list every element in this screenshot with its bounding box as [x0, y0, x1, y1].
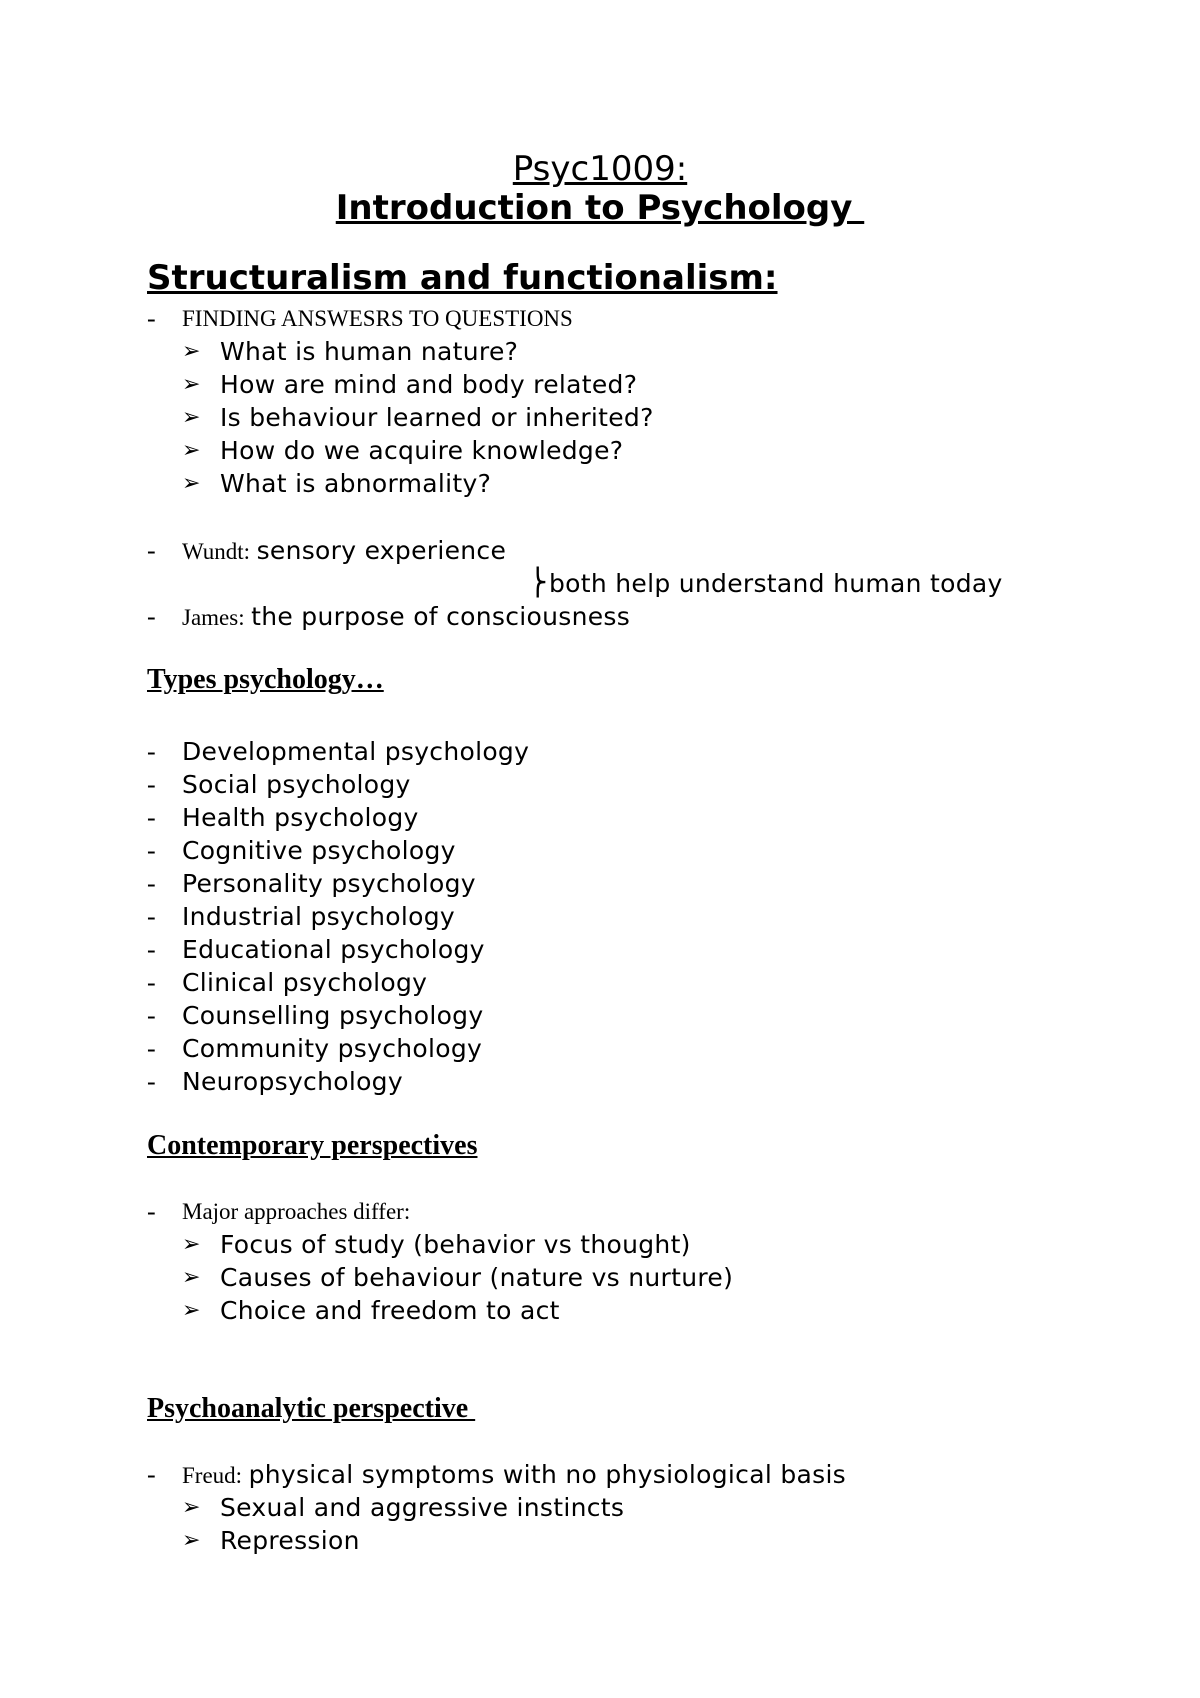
type-item: Educational psychology [182, 935, 485, 964]
dash-bullet: - [147, 1197, 156, 1226]
dash-bullet: - [147, 869, 156, 898]
type-item: Social psychology [182, 770, 411, 799]
type-item: Developmental psychology [182, 737, 530, 766]
structuralism-lead: FINDING ANSWESRS TO QUESTIONS [182, 306, 573, 331]
brace-icon: ⎬ [528, 568, 548, 598]
arrow-bullet-icon: ➢ [182, 1528, 201, 1553]
arrow-bullet-icon: ➢ [182, 438, 201, 463]
dash-bullet: - [147, 737, 156, 766]
arrow-bullet-icon: ➢ [182, 372, 201, 397]
arrow-bullet-icon: ➢ [182, 1495, 201, 1520]
arrow-bullet-icon: ➢ [182, 339, 201, 364]
dash-bullet: - [147, 968, 156, 997]
type-item: Industrial psychology [182, 902, 455, 931]
dash-bullet: - [147, 902, 156, 931]
question-text: How are mind and body related? [220, 370, 638, 399]
dash-bullet: - [147, 1460, 156, 1489]
dash-bullet: - [147, 935, 156, 964]
dash-bullet: - [147, 1034, 156, 1063]
dash-bullet: - [147, 304, 156, 333]
dash-bullet: - [147, 536, 156, 565]
heading-structuralism: Structuralism and functionalism: [147, 258, 778, 298]
dash-bullet: - [147, 803, 156, 832]
dash-bullet: - [147, 1001, 156, 1030]
dash-bullet: - [147, 836, 156, 865]
heading-types: Types psychology… [147, 664, 384, 695]
type-item: Neuropsychology [182, 1067, 403, 1096]
contemporary-lead: Major approaches differ: [182, 1199, 411, 1224]
type-item: Counselling psychology [182, 1001, 484, 1030]
approach-text: Choice and freedom to act [220, 1296, 560, 1325]
freud-name: Freud: [182, 1463, 243, 1488]
freud-text: physical symptoms with no physiological basis [248, 1460, 847, 1489]
type-item: Health psychology [182, 803, 419, 832]
arrow-bullet-icon: ➢ [182, 1232, 201, 1257]
dash-bullet: - [147, 1067, 156, 1096]
question-text: How do we acquire knowledge? [220, 436, 624, 465]
question-text: What is human nature? [220, 337, 519, 366]
approach-text: Causes of behaviour (nature vs nurture) [220, 1263, 734, 1292]
type-item: Personality psychology [182, 869, 476, 898]
freud-item: Repression [220, 1526, 360, 1555]
course-title: Introduction to Psychology [335, 188, 865, 228]
freud-item: Sexual and aggressive instincts [220, 1493, 625, 1522]
james-text: the purpose of consciousness [251, 602, 631, 631]
brace-note-text: both help understand human today [549, 569, 1003, 598]
dash-bullet: - [147, 602, 156, 631]
arrow-bullet-icon: ➢ [182, 471, 201, 496]
question-text: Is behaviour learned or inherited? [220, 403, 654, 432]
james-name: James: [182, 605, 245, 630]
arrow-bullet-icon: ➢ [182, 1265, 201, 1290]
type-item: Clinical psychology [182, 968, 428, 997]
type-item: Cognitive psychology [182, 836, 456, 865]
heading-psychoanalytic: Psychoanalytic perspective [147, 1393, 476, 1424]
heading-contemporary: Contemporary perspectives [147, 1130, 478, 1161]
dash-bullet: - [147, 770, 156, 799]
question-text: What is abnormality? [220, 469, 492, 498]
arrow-bullet-icon: ➢ [182, 1298, 201, 1323]
wundt-text: sensory experience [256, 536, 507, 565]
course-code: Psyc1009: [512, 149, 688, 189]
wundt-name: Wundt: [182, 539, 251, 564]
approach-text: Focus of study (behavior vs thought) [220, 1230, 691, 1259]
type-item: Community psychology [182, 1034, 483, 1063]
arrow-bullet-icon: ➢ [182, 405, 201, 430]
